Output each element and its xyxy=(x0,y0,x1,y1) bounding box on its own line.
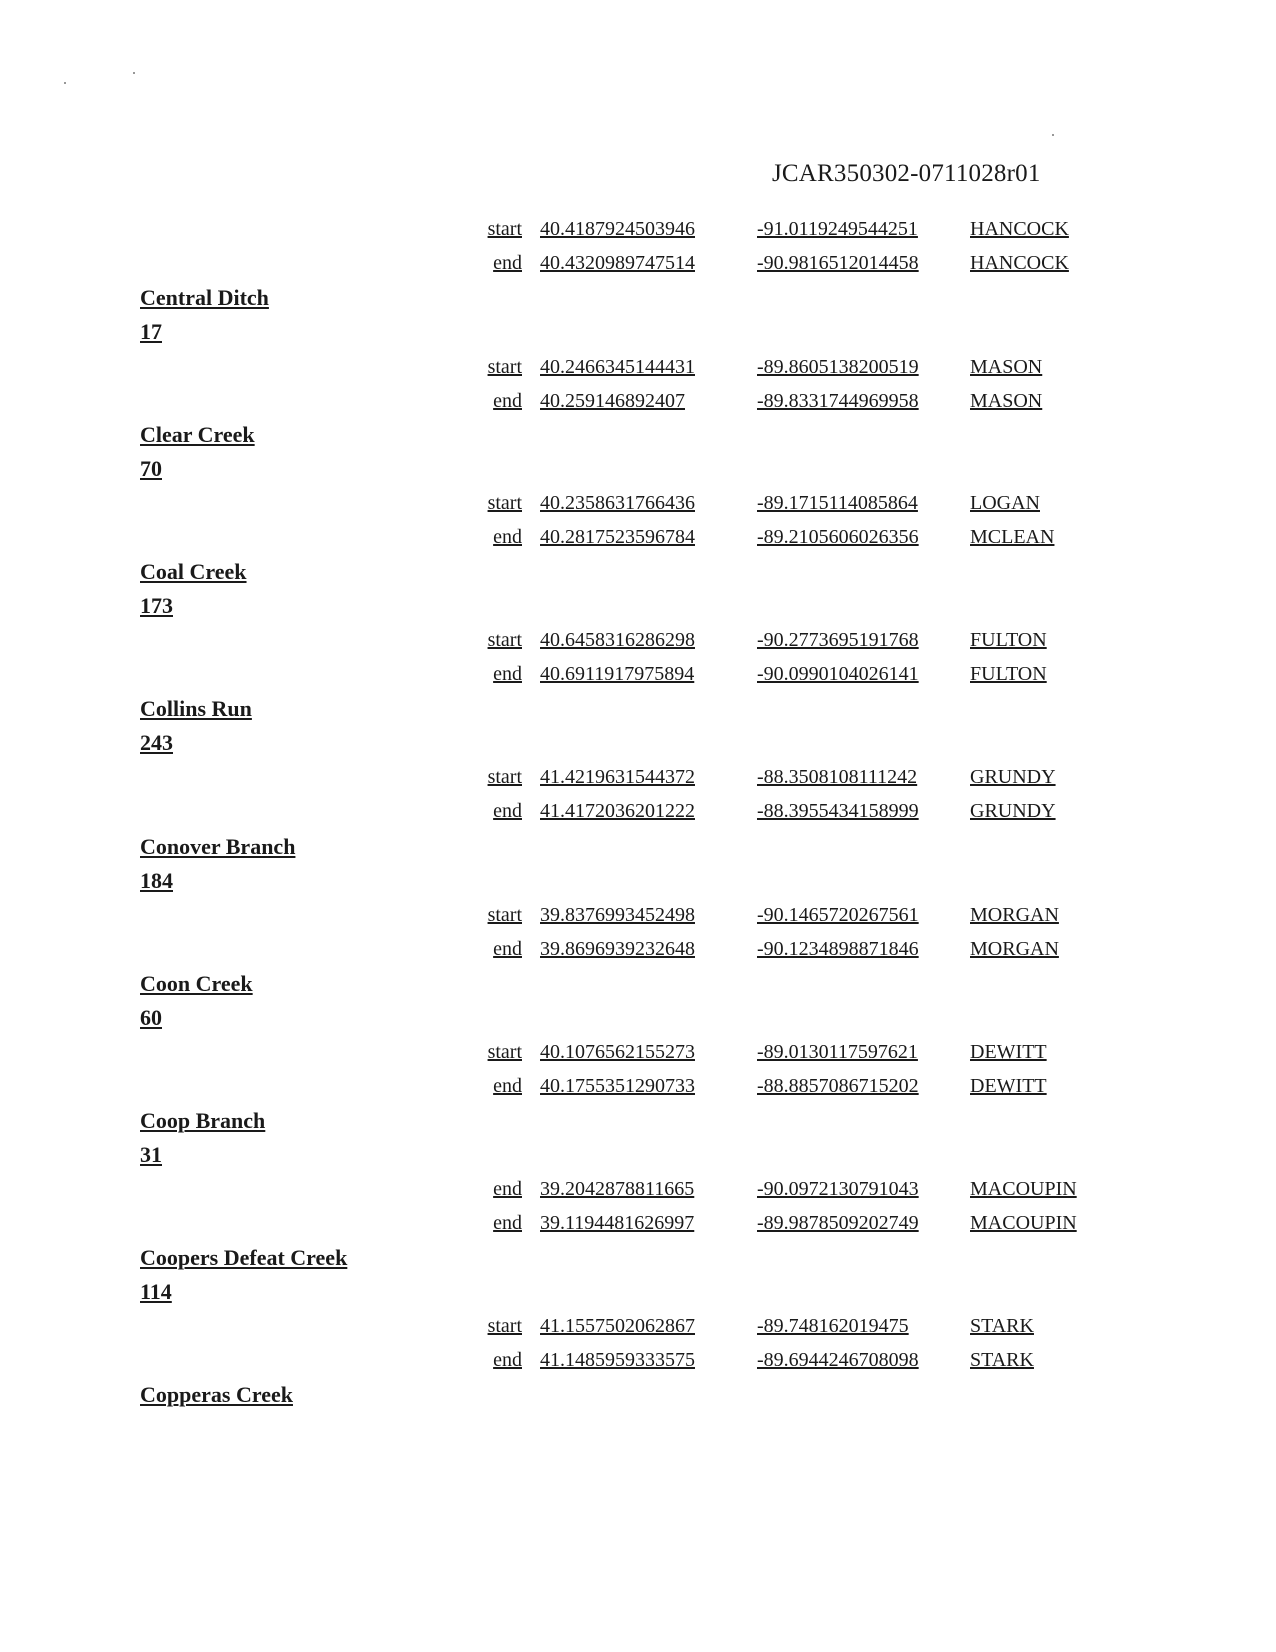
scan-speck xyxy=(1052,134,1054,136)
latitude-value: 39.8696939232648 xyxy=(540,938,695,960)
county-name: GRUNDY xyxy=(970,800,1056,822)
longitude-value: -90.2773695191768 xyxy=(757,629,919,651)
county-name: FULTON xyxy=(970,629,1047,651)
endpoint-label: start xyxy=(487,492,522,514)
endpoint-label: start xyxy=(487,629,522,651)
longitude-value: -90.1465720267561 xyxy=(757,904,919,926)
stream-number: 17 xyxy=(140,319,162,344)
latitude-value: 40.4320989747514 xyxy=(540,252,695,274)
latitude-value: 40.2466345144431 xyxy=(540,356,695,378)
county-name: MORGAN xyxy=(970,904,1059,926)
longitude-value: -89.8605138200519 xyxy=(757,356,919,378)
longitude-value: -88.3508108111242 xyxy=(757,766,918,788)
latitude-value: 40.6911917975894 xyxy=(540,663,695,685)
endpoint-label: end xyxy=(493,526,522,548)
latitude-value: 41.4172036201222 xyxy=(540,800,695,822)
stream-name: Copperas Creek xyxy=(140,1382,293,1407)
county-name: MASON xyxy=(970,390,1043,412)
county-name: DEWITT xyxy=(970,1075,1047,1097)
longitude-value: -91.0119249544251 xyxy=(757,218,918,240)
county-name: MASON xyxy=(970,356,1043,378)
latitude-value: 39.8376993452498 xyxy=(540,904,695,926)
county-name: STARK xyxy=(970,1315,1034,1337)
endpoint-label: start xyxy=(487,218,522,240)
county-name: MACOUPIN xyxy=(970,1212,1077,1234)
latitude-value: 39.1194481626997 xyxy=(540,1212,695,1234)
longitude-value: -89.0130117597621 xyxy=(757,1041,918,1063)
stream-name: Coal Creek xyxy=(140,559,247,584)
endpoint-label: start xyxy=(487,356,522,378)
latitude-value: 40.2358631766436 xyxy=(540,492,695,514)
stream-number: 243 xyxy=(140,730,173,755)
county-name: HANCOCK xyxy=(970,252,1069,274)
latitude-value: 41.1557502062867 xyxy=(540,1315,695,1337)
endpoint-label: end xyxy=(493,1075,522,1097)
county-name: DEWITT xyxy=(970,1041,1047,1063)
stream-number: 114 xyxy=(140,1279,172,1304)
stream-name: Coopers Defeat Creek xyxy=(140,1245,348,1270)
stream-number: 70 xyxy=(140,456,162,481)
endpoint-label: end xyxy=(493,1212,522,1234)
endpoint-label: start xyxy=(487,1315,522,1337)
longitude-value: -89.2105606026356 xyxy=(757,526,919,548)
endpoint-label: end xyxy=(493,938,522,960)
longitude-value: -89.748162019475 xyxy=(757,1315,909,1337)
stream-name: Coop Branch xyxy=(140,1108,266,1133)
county-name: MACOUPIN xyxy=(970,1178,1077,1200)
stream-name: Central Ditch xyxy=(140,285,269,310)
endpoint-label: start xyxy=(487,904,522,926)
stream-number: 60 xyxy=(140,1005,162,1030)
scan-speck xyxy=(64,82,66,84)
longitude-value: -88.3955434158999 xyxy=(757,800,919,822)
longitude-value: -90.0990104026141 xyxy=(757,663,919,685)
latitude-value: 41.1485959333575 xyxy=(540,1349,695,1371)
stream-name: Conover Branch xyxy=(140,834,296,859)
longitude-value: -89.1715114085864 xyxy=(757,492,918,514)
endpoint-label: end xyxy=(493,663,522,685)
endpoint-label: end xyxy=(493,1349,522,1371)
endpoint-label: end xyxy=(493,390,522,412)
endpoint-label: end xyxy=(493,252,522,274)
county-name: LOGAN xyxy=(970,492,1040,514)
endpoint-label: end xyxy=(493,800,522,822)
longitude-value: -90.0972130791043 xyxy=(757,1178,919,1200)
document-id: JCAR350302-0711028r01 xyxy=(772,160,1041,187)
stream-name: Collins Run xyxy=(140,696,252,721)
latitude-value: 40.259146892407 xyxy=(540,390,685,412)
latitude-value: 40.1755351290733 xyxy=(540,1075,695,1097)
county-name: HANCOCK xyxy=(970,218,1069,240)
longitude-value: -88.8857086715202 xyxy=(757,1075,919,1097)
scan-speck xyxy=(133,72,135,74)
stream-name: Coon Creek xyxy=(140,971,253,996)
county-name: GRUNDY xyxy=(970,766,1056,788)
longitude-value: -90.9816512014458 xyxy=(757,252,919,274)
latitude-value: 39.2042878811665 xyxy=(540,1178,695,1200)
stream-number: 173 xyxy=(140,593,173,618)
stream-name: Clear Creek xyxy=(140,422,255,447)
latitude-value: 40.4187924503946 xyxy=(540,218,695,240)
endpoint-label: start xyxy=(487,1041,522,1063)
longitude-value: -89.8331744969958 xyxy=(757,390,919,412)
stream-number: 184 xyxy=(140,868,173,893)
endpoint-label: end xyxy=(493,1178,522,1200)
longitude-value: -89.9878509202749 xyxy=(757,1212,919,1234)
latitude-value: 40.2817523596784 xyxy=(540,526,695,548)
latitude-value: 40.6458316286298 xyxy=(540,629,695,651)
endpoint-label: start xyxy=(487,766,522,788)
longitude-value: -89.6944246708098 xyxy=(757,1349,919,1371)
longitude-value: -90.1234898871846 xyxy=(757,938,919,960)
county-name: MCLEAN xyxy=(970,526,1055,548)
stream-number: 31 xyxy=(140,1142,162,1167)
county-name: FULTON xyxy=(970,663,1047,685)
county-name: MORGAN xyxy=(970,938,1059,960)
latitude-value: 41.4219631544372 xyxy=(540,766,695,788)
county-name: STARK xyxy=(970,1349,1034,1371)
latitude-value: 40.1076562155273 xyxy=(540,1041,695,1063)
